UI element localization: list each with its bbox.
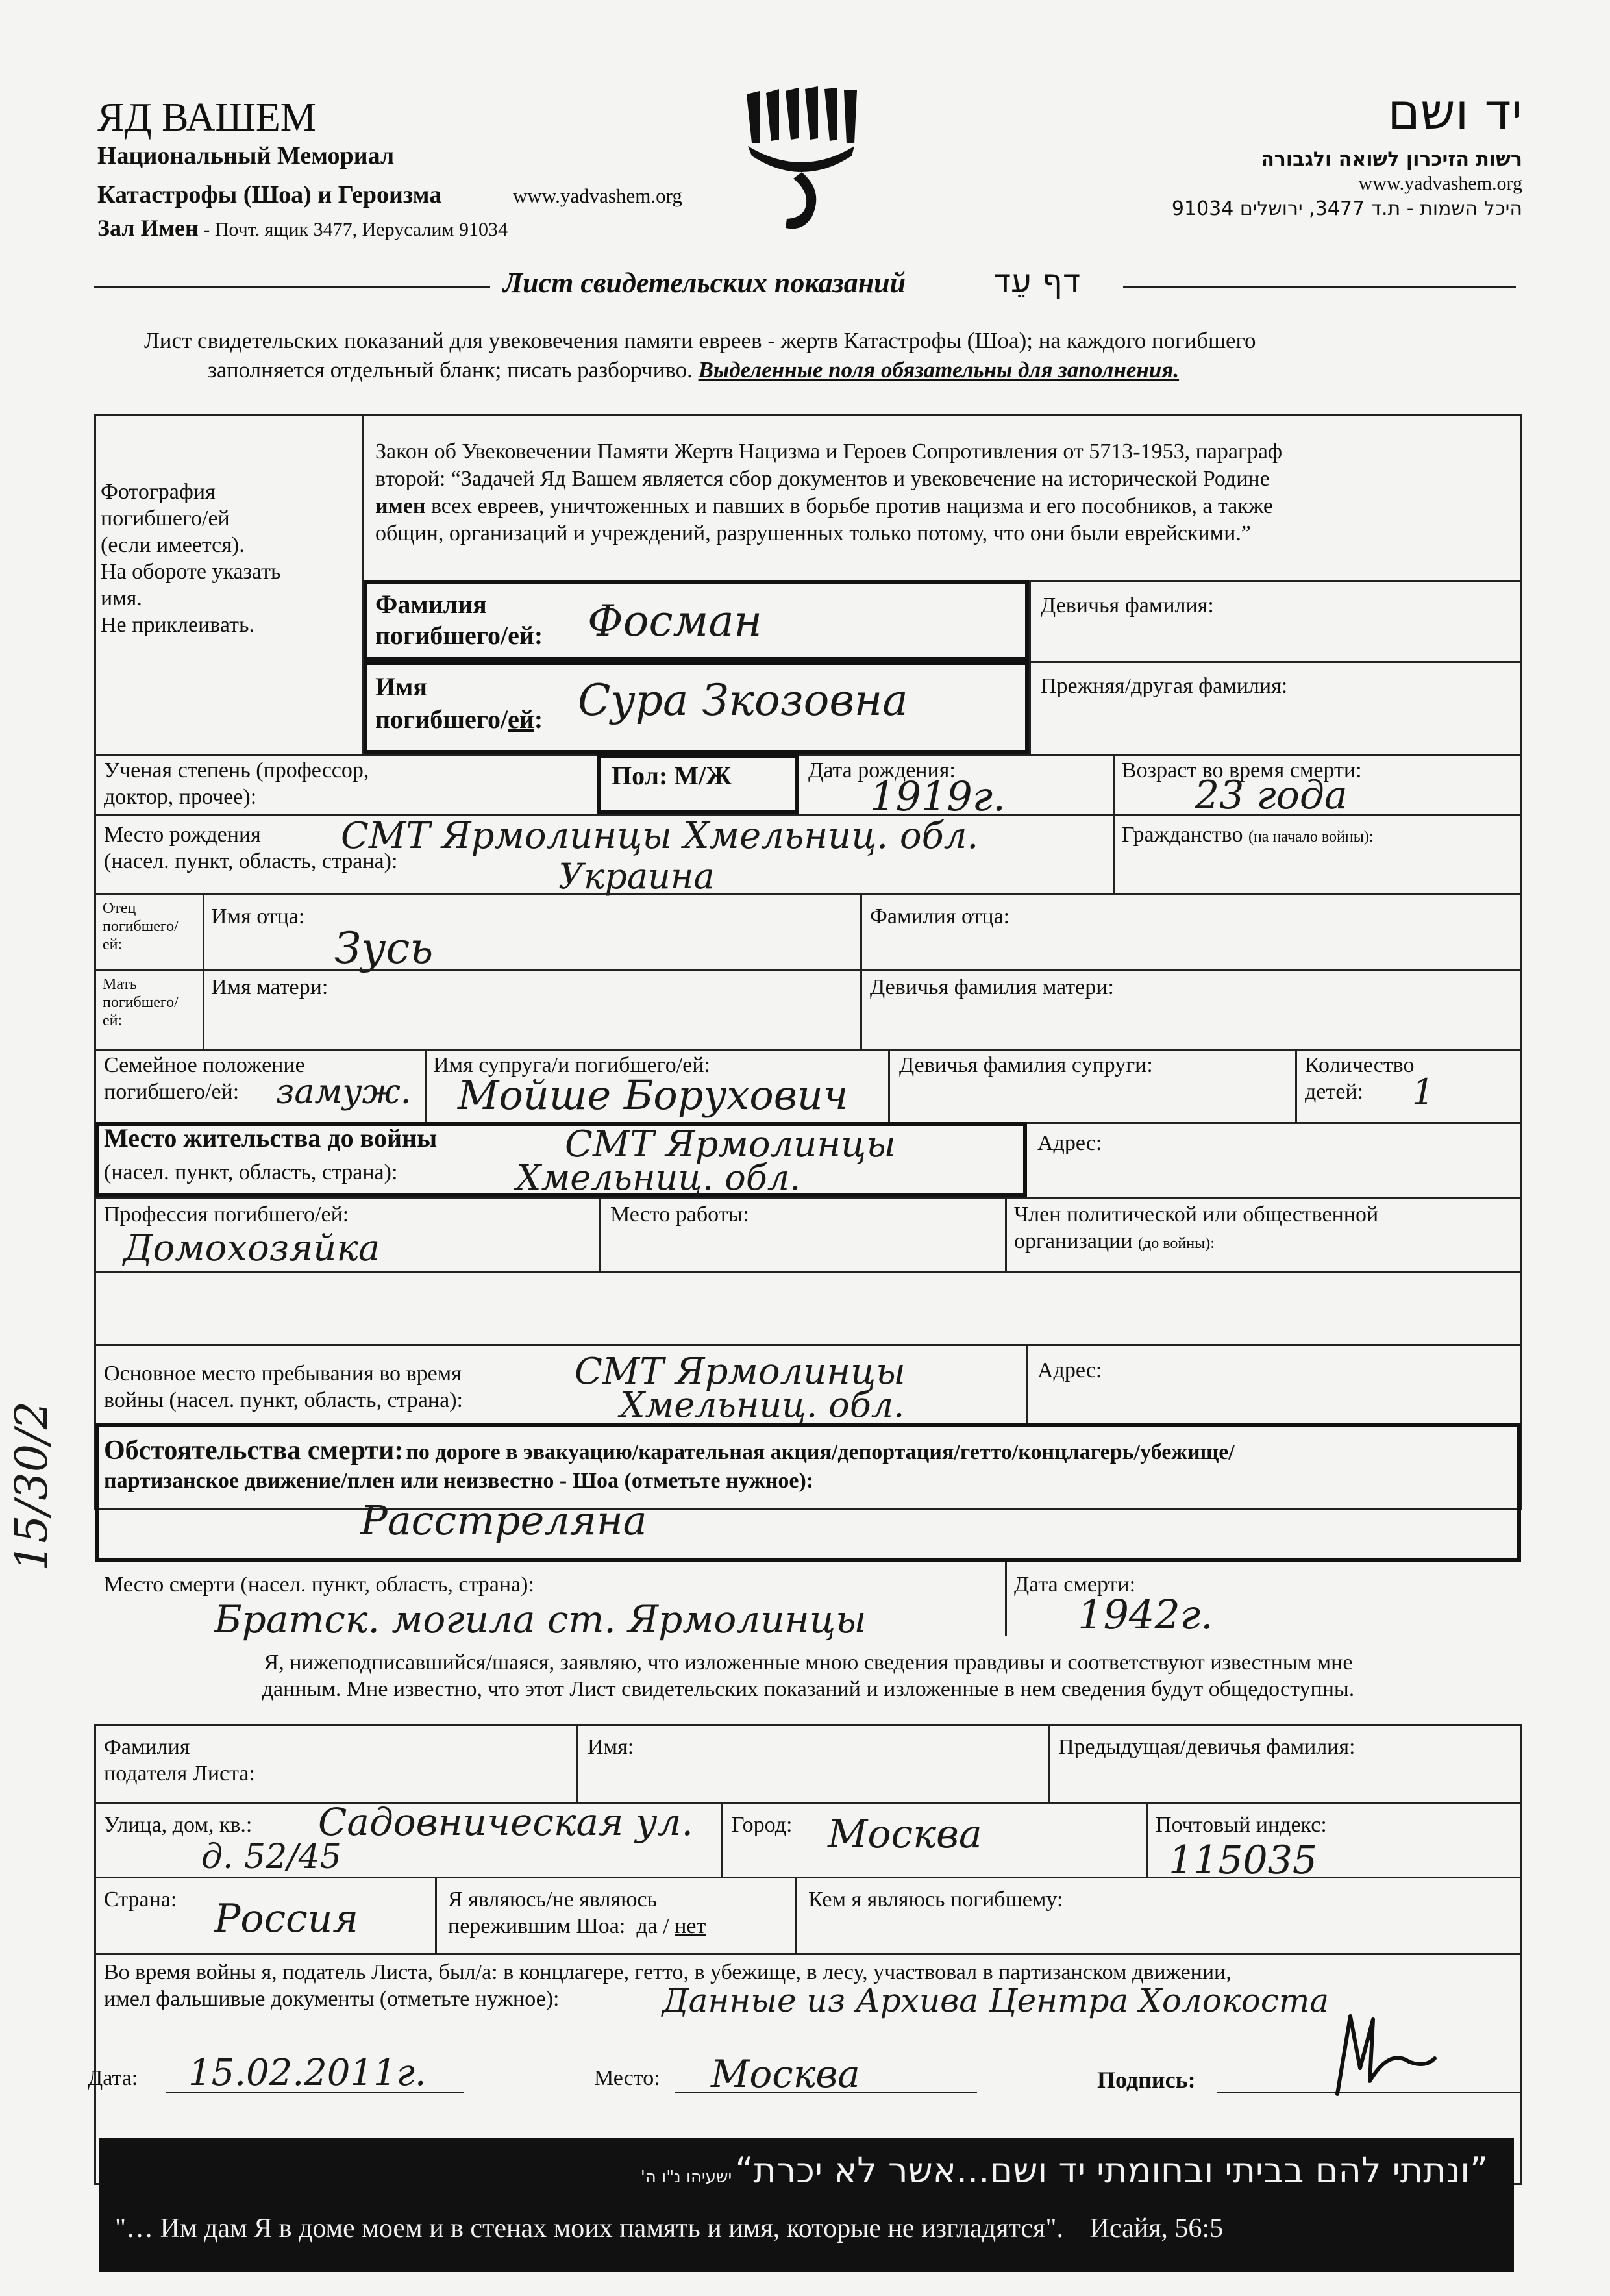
org-address bbox=[97, 214, 508, 242]
children-label-2: детей: bbox=[1305, 1080, 1363, 1104]
father-side-2: погибшего/ bbox=[103, 918, 179, 935]
member-note: (до войны): bbox=[1138, 1235, 1215, 1252]
residence-value-2: Хмельниц. обл. bbox=[516, 1157, 801, 1198]
marital-label-2: погибшего/ей: bbox=[104, 1080, 240, 1104]
date-label: Дата: bbox=[88, 2066, 138, 2090]
photo-line-2: погибшего/ей bbox=[101, 506, 230, 530]
citizenship-label bbox=[1122, 821, 1374, 848]
age-value: 23 года bbox=[1195, 773, 1348, 818]
law-line-3: всех евреев, уничтоженных и павших в борьбе против нацизма и его пособников, а также bbox=[430, 494, 1273, 518]
father-surname-label: Фамилия отца: bbox=[870, 905, 1010, 929]
submitter-name-label: Имя: bbox=[588, 1735, 634, 1759]
profession-value: Домохозяйка bbox=[123, 1227, 380, 1269]
org-line2: Катастрофы (Шоа) и Героизма bbox=[97, 181, 442, 208]
mother-side-2: погибшего/ bbox=[103, 994, 179, 1011]
hebrew-org-name: יד ושם bbox=[1387, 82, 1522, 140]
photo-line-3: (если имеется). bbox=[101, 533, 245, 557]
spouse-maiden-label: Девичья фамилия супруги: bbox=[899, 1053, 1153, 1077]
age-label: Возраст во время смерти: bbox=[1122, 758, 1362, 782]
birthplace-value-1: СМТ Ярмолинцы Хмельниц. обл. bbox=[341, 815, 979, 857]
death-circ-label: Обстоятельства смерти: bbox=[104, 1436, 404, 1466]
wartime-value-2: Хмельниц. обл. bbox=[620, 1384, 905, 1425]
banner-hebrew bbox=[99, 2150, 1488, 2191]
photo-line-1: Фотография bbox=[101, 480, 216, 504]
declaration-line-1: Я, нижеподписавшийся/шаяся, заявляю, что изложенные мною сведения правдивы и соответствуют известным мне bbox=[264, 1651, 1353, 1675]
mother-side-1: Мать bbox=[103, 976, 137, 993]
spouse-label: Имя супруга/и погибшего/ей: bbox=[433, 1053, 710, 1077]
banner-hebrew-text: ”ונתתי להם בביתי ובחומתי יד ושם...אשר לא יכרת“ bbox=[735, 2150, 1488, 2191]
mother-side-3: ей: bbox=[103, 1012, 123, 1029]
wartime-value-1: СМТ Ярмолинцы bbox=[575, 1351, 906, 1393]
maiden-label: Девичья фамилия: bbox=[1041, 593, 1214, 618]
residence-address-label: Адрес: bbox=[1037, 1131, 1102, 1155]
children-value: 1 bbox=[1412, 1071, 1435, 1112]
zip-value: 115035 bbox=[1169, 1838, 1318, 1883]
member-label-2 bbox=[1014, 1228, 1215, 1254]
form-title-hebrew: דף עֵד bbox=[993, 262, 1081, 300]
zip-label: Почтовый индекс: bbox=[1156, 1813, 1327, 1837]
photo-line-6: Не приклеивать. bbox=[101, 613, 254, 637]
submitter-surname-label-1: Фамилия bbox=[104, 1735, 190, 1759]
city-label: Город: bbox=[732, 1813, 793, 1837]
member-label-2-text: организации bbox=[1014, 1229, 1133, 1253]
banner-russian bbox=[115, 2213, 1223, 2244]
death-date-value: 1942г. bbox=[1078, 1591, 1213, 1638]
father-side-3: ей: bbox=[103, 936, 123, 953]
declaration bbox=[94, 1649, 1522, 1703]
org-website: www.yadvashem.org bbox=[513, 184, 682, 207]
death-circ-line1 bbox=[104, 1435, 1235, 1466]
law-line-4: общин, организаций и учреждений, разрушенных только потому, что они были еврейскими.” bbox=[375, 521, 1251, 545]
death-circ-opts-1: по дороге в эвакуацию/карательная акция/депортация/гетто/концлагерь/убежище/ bbox=[406, 1440, 1235, 1464]
wartime-address-label: Адрес: bbox=[1037, 1358, 1102, 1382]
org-address-rest: - Почт. ящик 3477, Иерусалим 91034 bbox=[198, 219, 508, 240]
street-label: Улица, дом, кв.: bbox=[104, 1813, 253, 1837]
death-circ-opts-2: партизанское движение/плен или неизвестно - Шоа (отметьте нужное): bbox=[104, 1469, 814, 1493]
footer-banner bbox=[99, 2138, 1514, 2272]
intro-line1: Лист свидетельских показаний для увековечения памяти евреев - жертв Катастрофы (Шоа); на каждого погибшего bbox=[144, 328, 1256, 353]
country-value: Россия bbox=[214, 1896, 359, 1941]
citizenship-label-text: Гражданство bbox=[1122, 823, 1243, 847]
photo-line-5: имя. bbox=[101, 586, 142, 610]
degree-label-1: Ученая степень (профессор, bbox=[104, 758, 369, 782]
country-label: Страна: bbox=[104, 1888, 177, 1912]
death-date-label: Дата смерти: bbox=[1014, 1573, 1136, 1597]
surname-label-1: Фамилия bbox=[375, 590, 487, 619]
signature-label: Подпись: bbox=[1097, 2067, 1196, 2093]
survivor-label-1: Я являюсь/не являюсь bbox=[448, 1888, 658, 1912]
wartime-label-2: войны (насел. пункт, область, страна): bbox=[104, 1388, 463, 1412]
law-bold-word: имен bbox=[375, 494, 426, 518]
org-address-bold: Зал Имен bbox=[97, 215, 199, 241]
date-value: 15.02.2011г. bbox=[188, 2052, 427, 2094]
hebrew-website: www.yadvashem.org bbox=[1358, 173, 1522, 194]
citizenship-note: (на начало войны): bbox=[1248, 829, 1374, 845]
gender-label: Пол: М/Ж bbox=[612, 761, 732, 790]
hebrew-address: היכל השמות - ת.ד 3477, ירושלים 91034 bbox=[1171, 197, 1522, 220]
mother-name-label: Имя матери: bbox=[211, 975, 328, 999]
mother-side-label bbox=[103, 975, 179, 1030]
firstname-label-1: Имя bbox=[375, 672, 427, 701]
surname-label-2: погибшего/ей: bbox=[375, 621, 543, 650]
marital-value: замуж. bbox=[276, 1073, 412, 1112]
other-surname-label: Прежняя/другая фамилия: bbox=[1041, 674, 1288, 698]
intro-line2 bbox=[208, 357, 1179, 383]
death-circ-value: Расстреляна bbox=[360, 1497, 647, 1544]
birthplace-value-2: Украина bbox=[558, 856, 715, 897]
submitter-surname-label-2: подателя Листа: bbox=[104, 1762, 255, 1786]
firstname-label-2: погибшего/ей: bbox=[375, 705, 543, 734]
yad-vashem-logo bbox=[740, 81, 863, 237]
banner-russian-text: "… Им дам Я в доме моем и в стенах моих память и имя, которые не изгладятся". bbox=[115, 2214, 1063, 2243]
intro-mandatory-note: Выделенные поля обязательны для заполнения. bbox=[698, 357, 1180, 382]
survivor-yes[interactable]: да / bbox=[636, 1914, 669, 1938]
father-name-value: Зусь bbox=[334, 923, 434, 973]
spouse-value: Мойше Борухович bbox=[458, 1071, 848, 1119]
degree-label-2: доктор, прочее): bbox=[104, 785, 257, 809]
workplace-label: Место работы: bbox=[610, 1203, 749, 1227]
form-title: Лист свидетельских показаний bbox=[503, 267, 906, 299]
street-value-2: д. 52/45 bbox=[201, 1838, 341, 1877]
war-value: Данные из Архива Центра Холокоста bbox=[662, 1982, 1330, 2019]
survivor-no[interactable]: нет bbox=[675, 1914, 706, 1938]
war-label-2: имел фальшивые документы (отметьте нужное): bbox=[104, 1987, 560, 2011]
survivor-label-2-text: пережившим Шоа: bbox=[448, 1914, 626, 1938]
residence-label-1: Место жительства до войны bbox=[104, 1123, 438, 1153]
residence-label-2: (насел. пункт, область, страна): bbox=[104, 1160, 398, 1184]
birthdate-label: Дата рождения: bbox=[808, 758, 956, 782]
banner-hebrew-ref: ישעיהו נ"ו ה' bbox=[640, 2167, 732, 2187]
death-place-label: Место смерти (насел. пункт, область, страна): bbox=[104, 1573, 534, 1597]
marital-label-1: Семейное положение bbox=[104, 1053, 305, 1077]
profession-label: Профессия погибшего/ей: bbox=[104, 1203, 349, 1227]
surname-value: Фосман bbox=[588, 596, 763, 646]
member-label-1: Член политической или общественной bbox=[1014, 1203, 1379, 1227]
war-label-1: Во время войны я, податель Листа, был/а: в концлагере, гетто, в убежище, в лесу, участвовал в партизанском движении, bbox=[104, 1960, 1232, 1984]
wartime-label-1: Основное место пребывания во время bbox=[104, 1362, 462, 1386]
declaration-line-2: данным. Мне известно, что этот Лист свидетельских показаний и изложенные в нем сведения будут общедоступны. bbox=[262, 1677, 1355, 1701]
firstname-value: Сура Зкозовна bbox=[578, 675, 908, 725]
org-line1: Национальный Мемориал bbox=[97, 142, 395, 169]
submitter-prev-label: Предыдущая/девичья фамилия: bbox=[1058, 1735, 1356, 1759]
birthplace-label-2: (насел. пункт, область, страна): bbox=[104, 849, 398, 873]
photo-line-4: На обороте указать bbox=[101, 560, 281, 584]
law-text bbox=[375, 438, 1282, 547]
hebrew-line1: רשות הזיכרון לשואה ולגבורה bbox=[1261, 148, 1522, 171]
org-name: ЯД ВАШЕМ bbox=[97, 95, 316, 140]
mother-maiden-label: Девичья фамилия матери: bbox=[870, 975, 1114, 999]
intro-line2-plain: заполняется отдельный бланк; писать разборчиво. bbox=[208, 357, 699, 382]
law-line-2: второй: “Задачей Яд Вашем является сбор документов и увековечение на исторической Родине bbox=[375, 467, 1270, 491]
death-place-value: Братск. могила ст. Ярмолинцы bbox=[214, 1597, 867, 1641]
margin-note: 15/30/2 bbox=[6, 1401, 58, 1571]
signature-mark bbox=[1311, 2003, 1441, 2107]
relation-label: Кем я являюсь погибшему: bbox=[808, 1888, 1063, 1912]
city-value: Москва bbox=[828, 1812, 982, 1857]
residence-value-1: СМТ Ярмолинцы bbox=[565, 1123, 896, 1166]
banner-russian-ref: Исайя, 56:5 bbox=[1089, 2214, 1224, 2243]
father-side-1: Отец bbox=[103, 900, 136, 917]
birthplace-label-1: Место рождения bbox=[104, 823, 261, 847]
place-value: Москва bbox=[711, 2052, 860, 2096]
birthdate-value: 1919г. bbox=[870, 773, 1006, 820]
place-label: Место: bbox=[594, 2066, 660, 2090]
survivor-label-2 bbox=[448, 1913, 706, 1940]
father-name-label: Имя отца: bbox=[211, 905, 305, 929]
street-value-1: Садовническая ул. bbox=[318, 1800, 693, 1844]
father-side-label bbox=[103, 899, 179, 954]
photo-box bbox=[97, 479, 360, 638]
law-line-1: Закон об Увековечении Памяти Жертв Нацизма и Героев Сопротивления от 5713-1953, параграф bbox=[375, 440, 1283, 464]
children-label-1: Количество bbox=[1305, 1053, 1415, 1077]
